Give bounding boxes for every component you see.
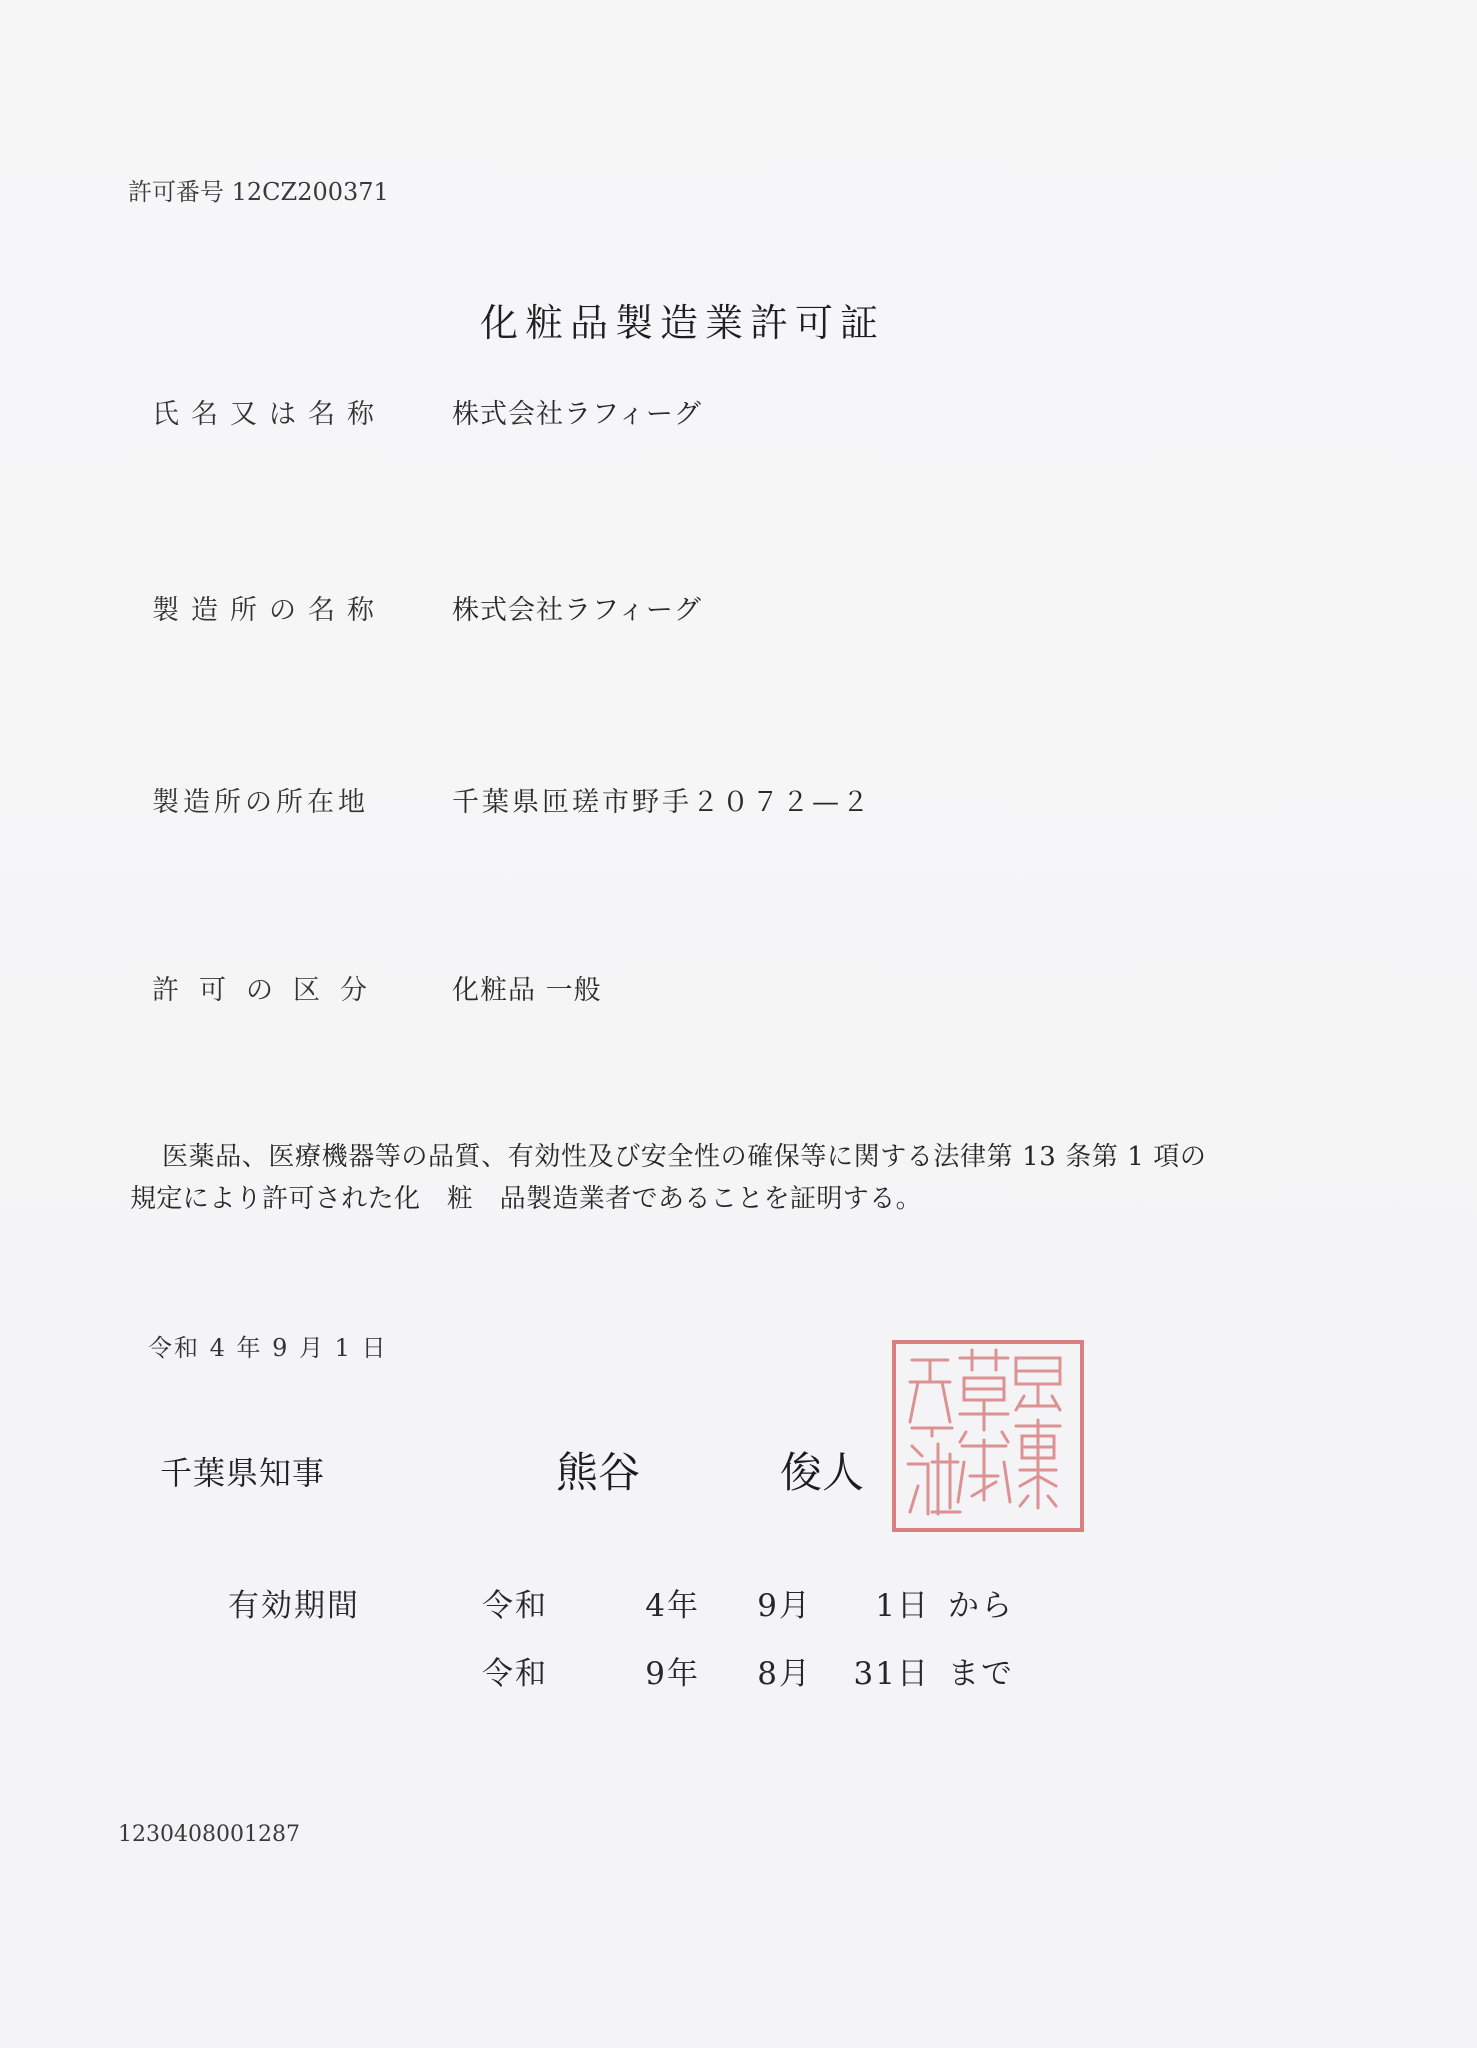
field-value-facility-name: 株式会社ラフィーグ: [452, 595, 702, 626]
valid-from-date: [482, 1580, 1014, 1625]
valid-to-suffix: まで: [948, 1656, 1014, 1692]
document-title: 化粧品製造業許可証: [480, 301, 886, 345]
permit-number: 許可番号 12CZ200371: [128, 178, 389, 206]
valid-from-day: 1日: [875, 1588, 930, 1624]
official-seal: [888, 1336, 1088, 1536]
governor-name-family: 熊谷: [556, 1448, 641, 1497]
valid-to-date: [482, 1648, 1014, 1693]
certification-text-line-1: 医薬品、医療機器等の品質、有効性及び安全性の確保等に関する法律第 13 条第 1 項の: [162, 1142, 1207, 1172]
valid-from-month: 9月: [757, 1588, 812, 1624]
certification-text-line-2: 規定により許可された化 粧 品製造業者であることを証明する。: [130, 1184, 923, 1214]
field-label-permit-category: 許可の区分: [152, 975, 387, 1006]
valid-from-era: 令和: [482, 1588, 548, 1624]
field-label-name: 氏名又は名称: [152, 399, 386, 430]
valid-from-suffix: から: [948, 1588, 1014, 1624]
field-value-permit-category: 化粧品 一般: [452, 975, 602, 1006]
field-label-facility-address: 製造所の所在地: [152, 787, 369, 818]
valid-from-year: 4年: [645, 1588, 700, 1624]
governor-name-given: 俊人: [780, 1448, 865, 1497]
issue-date: 令和 4 年 9 月 1 日: [148, 1334, 388, 1362]
valid-to-era: 令和: [482, 1656, 548, 1692]
field-value-facility-address: 千葉県匝瑳市野手２０７２—２: [452, 787, 872, 818]
field-label-facility-name: 製造所の名称: [152, 595, 386, 626]
valid-to-month: 8月: [757, 1656, 812, 1692]
valid-to-day: 31日: [853, 1656, 930, 1692]
field-value-name: 株式会社ラフィーグ: [452, 399, 702, 430]
validity-period-label: 有効期間: [228, 1588, 360, 1624]
governor-title: 千葉県知事: [160, 1454, 326, 1492]
valid-to-year: 9年: [645, 1656, 700, 1692]
document-number: 1230408001287: [118, 1822, 300, 1847]
